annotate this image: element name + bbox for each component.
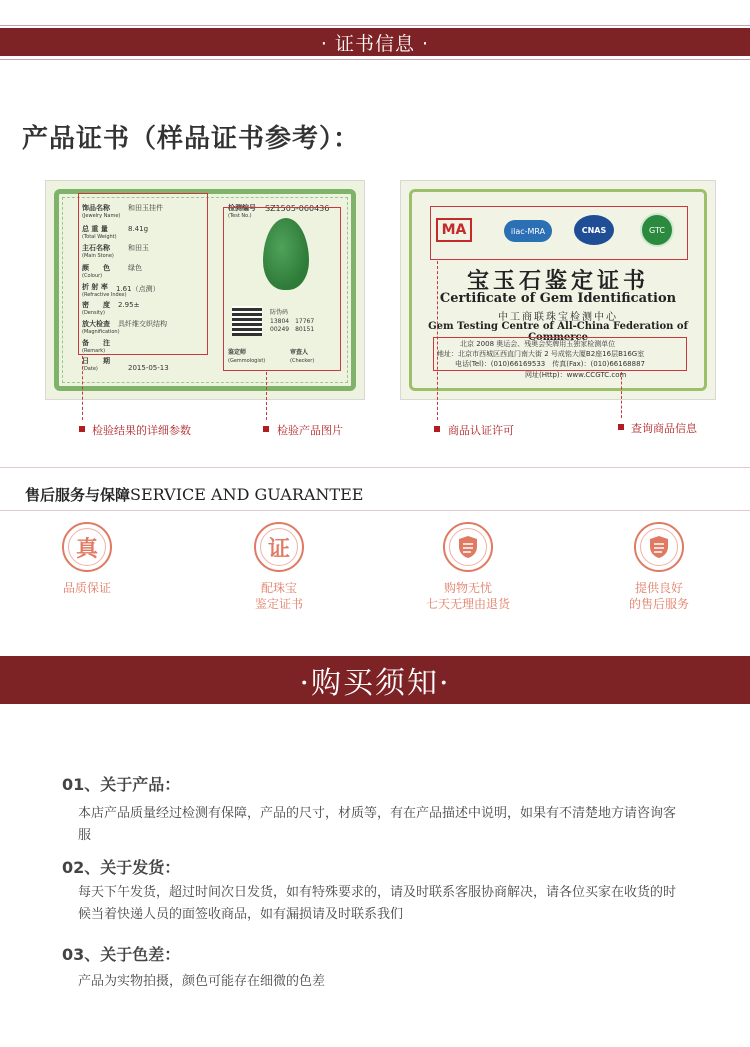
guarantee-heading-cn: 售后服务与保障	[25, 486, 131, 504]
notice-title-product: 01、关于产品：	[62, 775, 181, 794]
notice-text-shipping: 每天下午发货，超过时间次日发货，如有特殊要求的，请及时联系客服协商解决，请各位买家在收货的时候当着快递人员的面签收商品，如有漏损请及时联系我们	[78, 885, 677, 922]
query-highlight-box	[433, 337, 687, 371]
guarantee-label	[209, 580, 349, 612]
authentic-glyph: 真	[68, 528, 106, 566]
cert-row-en: (Jewelry Name)	[82, 213, 121, 219]
guarantee-label-line2: 七天无理由退货	[425, 597, 510, 611]
ilac-logo: ilac-MRA	[504, 220, 552, 242]
notice-title-color: 03、关于色差：	[62, 945, 181, 964]
cert-row-en: (Density)	[82, 310, 105, 316]
shield-svg	[648, 535, 670, 559]
shield-svg	[457, 535, 479, 559]
cert-info-line-2: 地址：北京市西城区西直门南大街 2 号成铭大厦B2座16层B16G室	[437, 350, 645, 358]
cert-row-label: 颜 色	[82, 264, 110, 272]
connector-line	[266, 372, 267, 420]
cert-row-en: (Date)	[82, 366, 98, 372]
cert-row-value: 2015-05-13	[128, 364, 169, 372]
guarantee-label-line2: 鉴定证书	[254, 597, 303, 611]
test-no-value: SZ1505-060436	[265, 204, 330, 213]
image-highlight-box	[223, 204, 341, 371]
cnas-logo: CNAS	[574, 215, 614, 245]
guarantee-label-line1: 配珠宝	[260, 581, 297, 595]
test-no-label: 检测编号	[228, 204, 256, 212]
test-no-en: (Test No.)	[228, 213, 252, 219]
anti-fake-code-1: 13804 17767	[270, 318, 315, 325]
cert-row-value: 和田玉	[128, 244, 149, 252]
center-name-en: Gem Testing Centre of All-China Federation of Commerce	[428, 321, 688, 343]
cert-row-value: 和田玉挂件	[128, 204, 163, 212]
guarantee-divider	[0, 510, 750, 511]
cert-info-line-1: 北京 2008 奥运会、残奥会奖牌用玉独家检测单位	[460, 340, 616, 348]
details-highlight-box	[78, 193, 208, 355]
shield-icon	[443, 522, 493, 572]
cma-logo: MA	[436, 218, 472, 242]
center-name-cn: 中工商联珠宝检测中心	[498, 312, 618, 323]
gemmologist-label: 鉴定师	[228, 349, 247, 356]
cert-row-en: (Magnification)	[82, 329, 120, 335]
caption-marker	[434, 426, 440, 432]
connector-line	[82, 356, 83, 420]
cert-row-value: 绿色	[128, 264, 142, 272]
connector-line	[621, 372, 622, 418]
purchase-banner-title: ·购买须知·	[299, 666, 451, 701]
cert-row-value: 2.95±	[118, 301, 140, 309]
shield-glyph	[449, 528, 487, 566]
notice-text-product: 本店产品质量经过检测有保障，产品的尺寸，材质等，有在产品描述中说明，如果有不清楚地方请咨询客服	[78, 806, 677, 843]
cert-info-line-4: 网址(Http)：www.CCGTC.com	[525, 371, 627, 379]
guarantee-label	[589, 580, 729, 612]
checker-en: (Checker)	[290, 358, 315, 364]
guarantee-quality	[17, 522, 157, 596]
banner-bottom-line	[0, 59, 750, 60]
guarantee-service	[589, 522, 729, 612]
shield-glyph	[640, 528, 678, 566]
gtc-logo: GTC	[640, 213, 674, 247]
cert-row-label: 密 度	[82, 301, 110, 309]
caption-marker	[618, 424, 624, 430]
caption-product-image: 检验产品图片	[277, 424, 343, 437]
cert-row-en: (Main Stone)	[82, 253, 114, 259]
shield-icon	[634, 522, 684, 572]
guarantee-label-line1: 购物无忧	[443, 581, 492, 595]
caption-marker	[263, 426, 269, 432]
guarantee-certificate	[209, 522, 349, 612]
notice-text-color: 产品为实物拍摄，颜色可能存在细微的色差	[78, 974, 326, 989]
caption-details: 检验结果的详细参数	[92, 424, 191, 437]
license-highlight-box	[430, 206, 688, 260]
caption-query: 查询商品信息	[631, 422, 697, 435]
gemmologist-en: (Gemmologist)	[228, 358, 266, 364]
caption-marker	[79, 426, 85, 432]
checker-label: 审查人	[290, 349, 309, 356]
cert-banner-title: · 证书信息 ·	[320, 32, 430, 55]
cert-row-label: 备 注	[82, 339, 110, 347]
cert-row-label: 主石名称	[82, 244, 110, 252]
section-divider	[0, 467, 750, 468]
anti-fake-code-2: 00249 80151	[270, 326, 315, 333]
guarantee-label	[398, 580, 538, 612]
cert-row-value: 8.41g	[128, 225, 149, 233]
anti-fake-label: 防伪码	[270, 309, 289, 316]
connector-line	[437, 261, 438, 420]
certificate-icon	[254, 522, 304, 572]
cert-heading: 产品证书（样品证书参考）：	[22, 124, 361, 154]
guarantee-heading	[25, 484, 363, 505]
cert-info-line-3: 电话(Tel)：(010)66169533 传真(Fax)：(010)66168887	[455, 360, 645, 368]
certificate-glyph: 证	[260, 528, 298, 566]
purchase-banner	[0, 656, 750, 704]
cert-title-en: Certificate of Gem Identification	[439, 291, 677, 306]
notice-title-shipping: 02、关于发货：	[62, 858, 181, 877]
cert-title-cn: 宝玉石鉴定证书	[466, 268, 649, 294]
cert-row-value: 1.61（点测）	[116, 285, 160, 293]
guarantee-label-line1: 提供良好	[634, 581, 683, 595]
guarantee-heading-en: SERVICE AND GUARANTEE	[130, 485, 364, 504]
cert-banner	[0, 28, 750, 56]
guarantee-label-line2: 的售后服务	[628, 597, 689, 611]
cert-row-label: 放大检查	[82, 320, 110, 328]
cert-row-en: (Refractive Index)	[82, 292, 127, 298]
cert-row-label: 日 期	[82, 357, 110, 365]
guarantee-label-line1: 品质保证	[62, 581, 111, 595]
authentic-icon	[62, 522, 112, 572]
cert-row-label: 折 射 率	[82, 283, 108, 291]
cert-row-en: (Colour)	[82, 273, 103, 279]
guarantee-label	[17, 580, 157, 596]
caption-license: 商品认证许可	[448, 424, 514, 437]
banner-top-line	[0, 25, 750, 26]
cert-row-label: 总 重 量	[82, 225, 108, 233]
cert-row-en: (Total Weight)	[82, 234, 117, 240]
cert-row-en: (Remark)	[82, 348, 106, 354]
guarantee-return	[398, 522, 538, 612]
cert-row-value: 具纤维交织结构	[118, 320, 167, 328]
cert-row-label: 饰品名称	[82, 204, 110, 212]
